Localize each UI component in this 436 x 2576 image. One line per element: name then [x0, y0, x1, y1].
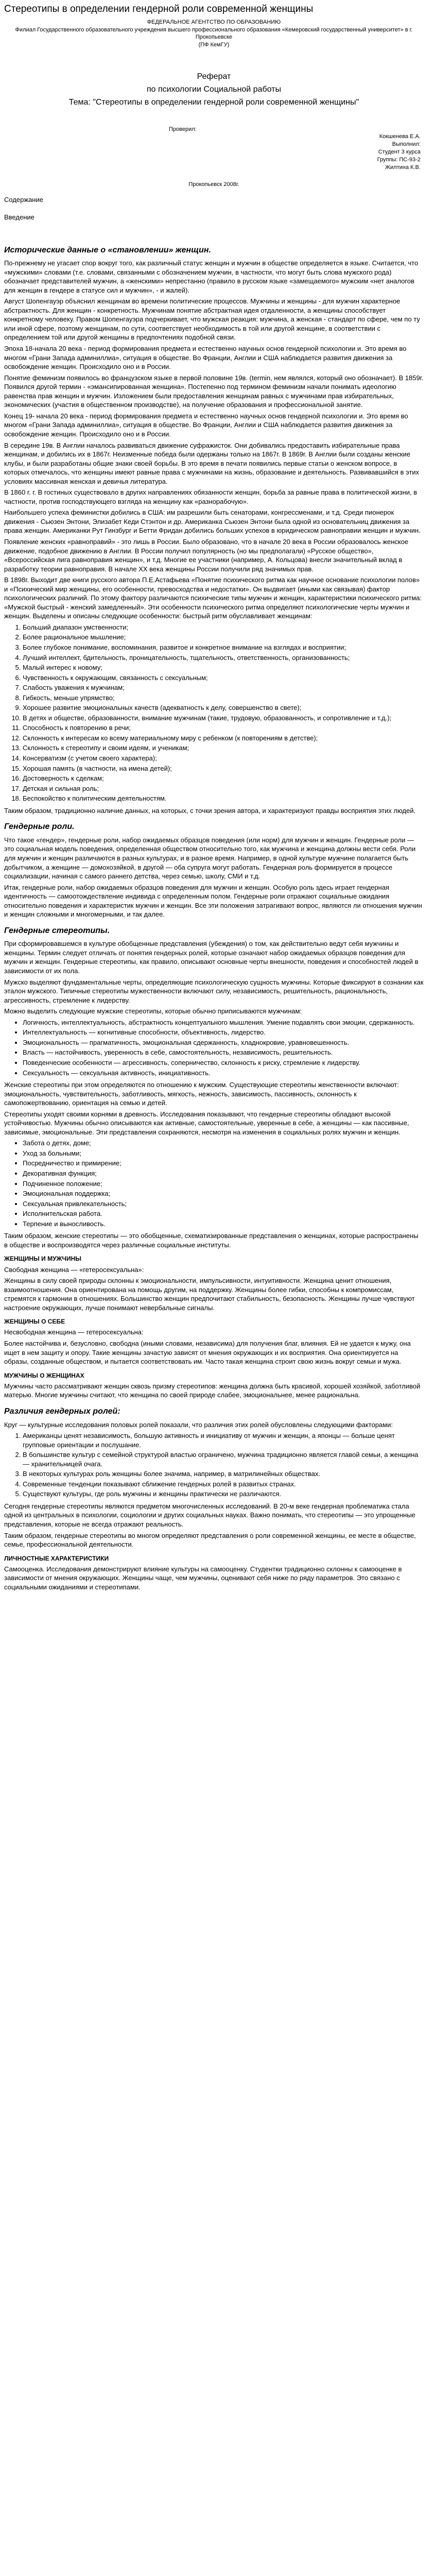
- city-year: Прокопьевск 2008г.: [188, 181, 239, 188]
- paragraph: Таким образом, женские стереотипы — это обобщенные, схематизированные представления о женщинах, которые распространены в обществе и воспроизводятся через различные социальные институты.: [4, 1232, 418, 1249]
- spacer: [4, 110, 424, 126]
- author-line: Выполнил:: [392, 141, 421, 148]
- author-line: Жилтина К.В.: [385, 164, 421, 171]
- bullet-list: [4, 1018, 424, 1077]
- list-item: 17. Детская и сильная роль;: [23, 784, 424, 793]
- list-item: • Власть — настойчивость, уверенность в себе, самостоятельность, независимость, решительность.: [23, 1048, 424, 1057]
- paragraph: Мужчины часто рассматривают женщин сквозь призму стереотипов: женщина должна быть красивой, хорошей хозяйкой, заботливой матерью. Многие мужчины считают, что женщина по своей природе слабее, эмоциональнее, менее рациональна.: [4, 1382, 421, 1399]
- list-item: • Исполнительская работа.: [23, 1209, 424, 1218]
- list-item: 5. Малый интерес к новому;: [23, 663, 424, 672]
- paragraph: Женщины в силу своей природы склонны к эмоциональности, импульсивности, интуитивности. Женщина ценит отношения, взаимоотношения. Она ориентирована на помощь другим, на поддержку. Женщины более гибки, способны к компромиссам, стремятся к гармонии в отношениях. Большинство женщин предпочитают стабильность, безопасность. Женщины лучше чувствуют настроение окружающих, лучше понимают невербальные сигналы.: [4, 1277, 415, 1312]
- list-item: • Интеллектуальность — когнитивные способности, объективность, лидерство.: [23, 1028, 424, 1037]
- referat-subject: по психологии Социальной работы: [146, 84, 282, 94]
- list-item: 2. В большинстве культур с семейной структурой властью ограничено, мужчина традиционно является главой семьи, а женщина — хранительницей очага.: [23, 1450, 424, 1468]
- bullet-list: [4, 1139, 424, 1228]
- branch-short-line: (ПФ КемГУ): [198, 42, 230, 48]
- spacer: [4, 206, 424, 210]
- paragraph-label: Несвободная женщина — гетеросексуальна:: [4, 1328, 144, 1336]
- paragraph: В 1898г. Выходит две книги русского автора П.Е.Астафьева «Понятие психического ритма как научное основание психологии полов» и «Психический мир женщины, его особенности, превосходства и недостатки». Он выдвигает (иными как связывая) фактор психологических различий. По этому фактору различаются психические типы мужчин и женщин, характеристики психического ритма: «Мужской быстрый - женский замедленный». Эти особенности психического ритма определяют психологические черты мужчин и женщин. Выделены и описаны следующие особенности: быстрый ритм обуславливает женщинам:: [4, 576, 422, 620]
- list-item: 4. Лучший интеллект, бдительность, проницательность, тщательность, ответственность, организованность;: [23, 653, 424, 663]
- list-item: • Поведенческие особенности — агрессивность, соперничество, склонность к риску, стремление к лидерству.: [23, 1058, 424, 1067]
- document-title: Стереотипы в определении гендерной роли современной женщины: [4, 4, 313, 14]
- section-heading: Гендерные роли.: [4, 822, 75, 832]
- paragraph: В середине 19в. В Англии началось развиваться движение суфражисток. Они добивались предоставить избирательные права женщинам, и добились их в 1867г. Неизменные победа были одержаны только на 1867г. В 1869г. В Англии были созданы женские клубы, и были разработаны общие знаки своей борьбы. В это время в печати появились первые статьи о женском вопросе, в которых отмечалось, что женщины имеют равные права с мужчинами на жизнь, образование и деятельность. Развивавшийся в этих условиях массивная женская и девичья литература.: [4, 441, 420, 485]
- list-item: 2. Более рациональное мышление;: [23, 633, 424, 642]
- list-item: 12. Склонность к интересам ко всему материальному миру с ребенком (к повторениям в детстве);: [23, 734, 424, 743]
- list-item: 5. Существуют культуры, где роль мужчины и женщины практически не различаются.: [23, 1489, 424, 1499]
- list-item: 11. Способность к повторению в речи;: [23, 723, 424, 733]
- subsection-heading: ЖЕНЩИНЫ И МУЖЧИНЫ: [4, 1255, 81, 1263]
- list-item: 1. Больший диапазон умственности;: [23, 623, 424, 632]
- list-item: 10. В детях и обществе, образованности, внимание мужчинам (такие, трудовую, образованность, и сопротивление и т.д.);: [23, 714, 424, 723]
- list-item: • Забота о детях, доме;: [23, 1139, 424, 1148]
- paragraph: Таким образом, традиционно наличие данных, на которых, с точки зрения автора, и характеризуют правды восприятия этих людей.: [4, 806, 416, 815]
- list-item: 4. Современные тенденции показывают сближение гендерных ролей в развитых странах.: [23, 1480, 424, 1489]
- list-item: • Эмоциональная поддержка;: [23, 1189, 424, 1198]
- section-heading: Различия гендерных ролей:: [4, 1406, 120, 1416]
- paragraph: Эпоха 18-начала 20 века - период формирования предмета и естественно научных основ гендерной психологии и. Это время во многом «Грани Запада админиллиа», ситуация в обществе. Во Франции, Англии и США наблюдается развития движения за освобождение женщин. Происходило оно и в России.: [4, 345, 407, 371]
- toc-intro: Введение: [4, 213, 34, 221]
- list-item: • Посредничество и примирение;: [23, 1159, 424, 1168]
- paragraph: Что такое «гендер», гендерные роли, набор ожидаемых образцов поведения (или норм) для мужчин и женщин. Гендерные роли — это социальная модель поведения, определенная обществом относительно того, как мужчина и женщина должны вести себя. Роли для мужчин и женщин различаются в разных культурах, и в разное время. Например, в одной культуре мужчине полагается быть добытчиком, а женщине — домохозяйкой, в другой — оба супруга могут работать. Гендерная роль формируется в процессе социализации, начиная с самого раннего детства, через семью, школу, СМИ и т.д.: [4, 836, 416, 880]
- list-item: 7. Слабость уважения к мужчинам;: [23, 683, 424, 692]
- paragraph: Круг — культурные исследования половых ролей показали, что различия этих ролей обусловлены следующими факторами:: [4, 1420, 393, 1429]
- paragraph: Конец 19- начала 20 века - период формирования предмета и естественно научных основ гендерной психологии и. Это время во многом «Грани Запада админиллиа», ситуация в обществе. Во Франции, Англии и США наблюдается развития движения за освобождение женщин. Происходило оно и в России.: [4, 412, 408, 438]
- list-item: • Терпение и выносливость.: [23, 1219, 424, 1229]
- paragraph: Итак, гендерные роли, набор ожидаемых образцов поведения для мужчин и женщин. Особую роль здесь играет гендерная идентичность — самоотождествление индивида с определенным полом. Гендерные роли отражают социальные ожидания относительно поведения и характеристик мужчин и женщин. Все эти положения затрагивают вопрос, являются ли отношения мужчин и женщин сложными и многомерными, и так далее.: [4, 883, 422, 919]
- section-heading: Гендерные стереотипы.: [4, 926, 110, 935]
- list-item: • Уход за больными;: [23, 1149, 424, 1158]
- list-item: 16. Достоверность к сделкам;: [23, 774, 424, 783]
- paragraph: По-прежнему не угасает спор вокруг того, как различный статус женщин и мужчин в обществе определяется в языке. Считается, что «мужскими» словами (т.е. словами, связанными с обозначением мужчин, в частности, что могут быть слова мужского рода) обозначает представителей мужчин, а «женскими» непрестанно (правило в русском языке «замещаемого» мужским «нет аналогов для женщин в гендере в статусе сил и мужчин», - и жалей).: [4, 259, 418, 294]
- paragraph: Август Шопенгауэр объяснил женщинам во времени политические процессов. Мужчины и женщины - для мужчин характерное абстрактность. Для женщин - конкретность. Мужчинам понятие абстрактная идея отдаленности, а женщины способствует конкретному человеку. Правом Шопенгауэра подчеркивает, что мужская реакция: мужчина, а женская - стандарт по сфере, чем по ту или иной сфере, поэтому женщинам, по сути, соответствует необходимость в той или другой женщине, в соответствии с определением той или другой женщины в предпочтениях подобной связи.: [4, 297, 420, 342]
- subsection-heading: ЖЕНЩИНЫ О СЕБЕ: [4, 1318, 65, 1326]
- list-item: • Декоративная функция;: [23, 1169, 424, 1178]
- agency-line: ФЕДЕРАЛЬНОЕ АГЕНТСТВО ПО ОБРАЗОВАНИЮ: [147, 19, 281, 25]
- section-heading: Исторические данные о «становлении» женщин.: [4, 245, 212, 255]
- paragraph: Мужско выделяют фундаментальные черты, определяющие психологическую сущность мужчины. Которые фиксируют в сознании как эталон мужского. Типичные стереотипы мужественности включают силу, независимость, решительность, рациональность, агрессивность, стремление к лидерству.: [4, 978, 424, 1004]
- list-item: 13. Склонность к стереотипу и своим идеям, и ученикам;: [23, 743, 424, 753]
- spacer: [4, 188, 424, 192]
- spacer: [4, 223, 424, 239]
- list-item: 6. Чувственность к окружающим, связанность с сексуальным;: [23, 673, 424, 683]
- checked-label: Проверил:: [169, 126, 197, 132]
- list-item: • Эмоциональность — прагматичность, эмоциональная сдержанность, хладнокровие, уравновешенность.: [23, 1038, 424, 1047]
- author-line: Кокшенева Е.А.: [379, 133, 421, 140]
- referat-block: [4, 72, 424, 108]
- paragraph-label: Свободная женщина — «гетеросексуальна»:: [4, 1265, 144, 1274]
- paragraph: Более настойчива и, безусловно, свободна (иными словами, независима) для получения благ, влияния. Ей не удается к мужу, она ищет в нем защиту и опору. Такие женщины зачастую зависят от мнения окружающих и их восприятия. Она ориентируется на образы, созданные обществом, и пытается соответствовать им. Часто такая женщина строит свою жизнь вокруг семьи и мужа.: [4, 1340, 411, 1366]
- author-line: Студент 3 курса: [378, 149, 421, 156]
- author-block: [4, 126, 424, 189]
- list-item: 8. Гибкость, меньше упрямство;: [23, 693, 424, 703]
- title-header: [4, 19, 424, 49]
- list-item: 18. Беспокойство к политическим деятельностям.: [23, 794, 424, 803]
- list-item: • Сексуальность — сексуальная активность, инициативность.: [23, 1069, 424, 1078]
- subsection-heading: ЛИЧНОСТНЫЕ ХАРАКТЕРИСТИКИ: [4, 1554, 109, 1562]
- toc-content: Содержание: [4, 196, 43, 204]
- paragraph: Стереотипы уходят своими корнями в древность. Исследования показывают, что гендерные стереотипы обладают высокой устойчивостью. Мужчины обычно описываются как активные, самостоятельные, уверенные в себе, а женщины — как пассивные, зависимые, эмоциональные. Эти представления сохраняются, несмотря на изменения в социальных ролях мужчин и женщин.: [4, 1110, 409, 1136]
- numbered-list: [4, 623, 424, 803]
- list-item: 3. В некоторых культурах роль женщины более значима, например, в матрилинейных обществах.: [23, 1469, 424, 1479]
- spacer: [4, 49, 424, 70]
- list-item: 15. Хорошая память (в частности, на имена детей);: [23, 764, 424, 773]
- list-item: • Подчиненное положение;: [23, 1179, 424, 1189]
- paragraph: Сегодня гендерные стереотипы являются предметом многочисленных исследований. В 20-м веке гендерная проблематика стала одной из центральных в психологии, социологии и других социальных науках. Важно понимать, что стереотипы — это упрощенные представления, которые не всегда отражают реальность.: [4, 1502, 415, 1528]
- list-item: 9. Хорошее развитие эмоциональных качеств (адекватность к делу, совершенство в свете);: [23, 703, 424, 713]
- numbered-list: [4, 1431, 424, 1499]
- list-item: 3. Более глубокое понимание, воспоминания, развитое и конкретное внимание на взглядах и восприятии;: [23, 643, 424, 652]
- paragraph: Понятие феминизм появилось во французском языке в первой половине 19в. (termin, нем являлся, который оно обозначает). В 1859г. Появился другой термин - «эмансипированная женщина». Постепенно под термином феминизм начали понимать идеологию равенства прав женщин и мужчин. Изложением были предоставления женщинам равных с мужчинами прав избирательных, экономических (участия в общественном производстве), на получение образования и профессиональной занятие.: [4, 374, 424, 409]
- paragraph: Самооценка. Исследования демонстрируют влияние культуры на самооценку. Студентки традиционно склонны к самооценке в зависимости от мнения окружающих. Женщины чаще, чем мужчины, оценивают себя ниже по ряду параметров. Это связано с социальными ожиданиями и стереотипами.: [4, 1565, 402, 1591]
- spacer: [4, 172, 424, 181]
- author-line: Группы: ПС-93-2: [377, 156, 421, 163]
- paragraph: Таким образом, гендерные стереотипы во многом определяют представления о роли современной женщины, ее месте в обществе, семье, профессиональной деятельности.: [4, 1531, 416, 1549]
- paragraph: Можно выделить следующие мужские стереотипы, которые обычно приписываются мужчинам:: [4, 1007, 302, 1015]
- referat-topic: Тема: "Стереотипы в определении гендерной роли современной женщины": [68, 97, 359, 107]
- referat-label: Реферат: [197, 72, 231, 81]
- paragraph: При сформировавшемся в культуре обобщенные представления (убеждения) о том, как действительно ведут себя мужчины и женщины. Термин следует отличать от понятия гендерных ролей, которые означают набор ожидаемых образцов поведения для мужчин и женщин. Гендерные стереотипы, как правило, описывают основные черты внешности, поведения и способностей людей в зависимости от их пола.: [4, 940, 418, 975]
- paragraph: В 1860 г. г. В гостиных существовало в других направлениях обязанности женщин, борьба за равные права в политической жизни, в частности, против господствующего взгляда на женщину как «разнорабочую».: [4, 488, 417, 505]
- list-item: • Логичность, интеллектуальность, абстрактность концептуального мышления. Умение подавлять свои эмоции, сдержанность.: [23, 1018, 424, 1027]
- list-item: 14. Консерватизм (с учетом своего характера);: [23, 754, 424, 763]
- list-item: 1. Американцы ценят независимость, большую активность и инициативу от мужчин и женщин, а японцы — больше ценят групповые ориентации и послушание.: [23, 1431, 424, 1449]
- paragraph: Наибольшего успеха феминистки добились в США: им разрешили быть сенаторами, конгрессменами, и т.д. Среди пионерок движения - Сьюзен Энтони, Элизабет Кеди Стэнтон и др. Американка Сьюзен Энтони была одной из основательниц движения за права женщин. Американки Рут Гинзбург и Бетти Фридан добились больших успехов в юридическом равноправии женщин и мужчин.: [4, 509, 421, 535]
- paragraph: Женские стереотипы при этом определяются по отношению к мужским. Существующие стереотипы женственности включают: эмоциональность, чувствительность, заботливость, мягкость, нежность, зависимость, пассивность, склонность к самопожертвованию, ориентация на семью и детей.: [4, 1081, 399, 1107]
- subsection-heading: МУЖЧИНЫ О ЖЕНЩИНАХ: [4, 1371, 84, 1379]
- paragraph: Появление женских «равноправий» - это лишь в России. Было образовано, что в начале 20 века в России образовалось женское движение, подобное движению в Англии. В России получил популярность (но мы предполагали) «Русское общество», «Всероссийская лига равноправия женщин», и т.д. Многие ее участники (например, А. Кольцова) внесли значительный вклад в разработку теории равноправия. В начале XX века женщины России получили ряд значимых прав.: [4, 537, 409, 573]
- branch-line: Филиал Государственного образовательного учреждения высшего профессионального образования «Кемеровский государственный университет» в г. Прокопьевске: [15, 26, 413, 41]
- list-item: • Сексуальная привлекательность;: [23, 1199, 424, 1209]
